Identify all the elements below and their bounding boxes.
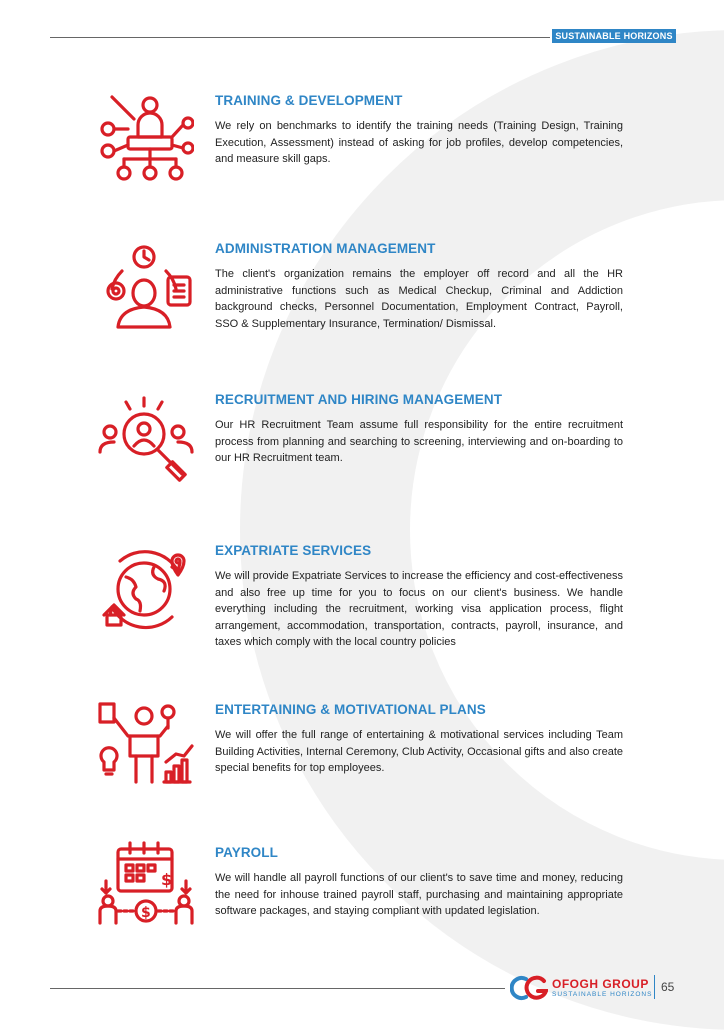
section-body: We will offer the full range of entertaining & motivational services including Team Building Activities, Internal Ceremony, Club Activity, Occasional gifts and also create special benefits for top employees.	[215, 729, 624, 774]
globe-relocation-icon	[98, 543, 194, 633]
motivation-person-icon	[98, 702, 194, 792]
section-body: We will provide Expatriate Services to increase the efficiency and cost-effectiveness and also free up time for you to focus on our client's business. We handle everything including the recruitment, working visa application process, flight arrangement, accommodation, transportation, contracts, payroll, insurance, and taxes which comply with the local country policies	[215, 570, 623, 648]
company-logo	[510, 973, 660, 1003]
section-body: We rely on benchmarks to identify the training needs (Training Design, Training Execution, Assessment) instead of asking for job profiles, develop competencies, and measure skill gaps.	[215, 120, 623, 165]
trainer-network-icon	[98, 93, 194, 183]
section-title: ADMINISTRATION MANAGEMENT	[215, 241, 436, 256]
section-title: PAYROLL	[215, 845, 278, 860]
section-body: Our HR Recruitment Team assume full responsibility for the entire recruitment process from planning and searching to screening, interviewing and on-boarding to our HR Recruitment team.	[215, 419, 623, 464]
footer-rule	[50, 988, 505, 989]
section-body: The client's organization remains the employer off record and all the HR administrative functions such as Medical Checkup, Criminal and Addiction background checks, Personnel Documentation, Employment Contract, Payroll, SSO & Supplementary Insurance, Termination/ Dismissal.	[215, 268, 623, 330]
logo-mark-icon	[510, 975, 548, 1001]
header-tag: SUSTAINABLE HORIZONS	[552, 29, 676, 43]
recruitment-search-icon	[98, 396, 194, 486]
svg-text:$: $	[141, 905, 151, 921]
section-title: TRAINING & DEVELOPMENT	[215, 93, 403, 108]
admin-management-icon	[98, 241, 194, 331]
svg-text:$: $	[161, 870, 173, 889]
page-number-divider	[654, 975, 655, 999]
page-number: 65	[661, 980, 675, 994]
section-title: ENTERTAINING & MOTIVATIONAL PLANS	[215, 702, 486, 717]
section-title: EXPATRIATE SERVICES	[215, 543, 372, 558]
logo-name: OFOGH GROUP	[552, 977, 649, 991]
logo-tagline: SUSTAINABLE HORIZONS	[552, 991, 653, 998]
header-rule	[50, 37, 550, 38]
section-title: RECRUITMENT AND HIRING MANAGEMENT	[215, 392, 503, 407]
section-body: We will handle all payroll functions of our client's to save time and money, reducing the need for inhouse trained payroll staff, purchasing and maintaining appropriate software packages, and staying compliant with updated legislation.	[215, 872, 623, 917]
payroll-calendar-icon	[98, 841, 194, 931]
